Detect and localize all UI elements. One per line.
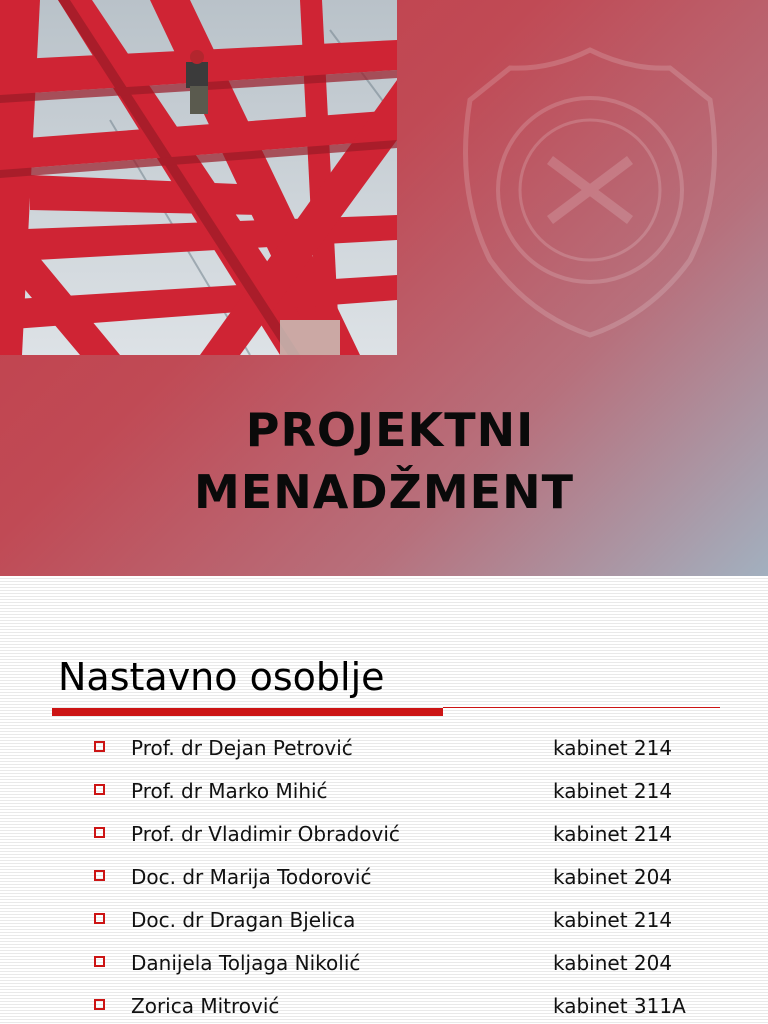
square-bullet-icon bbox=[94, 956, 105, 967]
staff-room: kabinet 204 bbox=[553, 951, 673, 975]
heading-underline-thin bbox=[443, 707, 720, 708]
staff-room: kabinet 214 bbox=[553, 908, 673, 932]
slide-heading: Nastavno osoblje bbox=[58, 655, 385, 699]
list-item bbox=[0, 949, 768, 979]
staff-name: Doc. dr Marija Todorović bbox=[131, 865, 372, 889]
square-bullet-icon bbox=[94, 784, 105, 795]
list-item bbox=[0, 734, 768, 764]
staff-name: Prof. dr Vladimir Obradović bbox=[131, 822, 400, 846]
staff-name: Prof. dr Dejan Petrović bbox=[131, 736, 353, 760]
staff-room: kabinet 204 bbox=[553, 865, 673, 889]
staff-room: kabinet 214 bbox=[553, 736, 673, 760]
staff-name: Zorica Mitrović bbox=[131, 994, 280, 1018]
list-item bbox=[0, 992, 768, 1022]
square-bullet-icon bbox=[94, 827, 105, 838]
staff-name: Prof. dr Marko Mihić bbox=[131, 779, 328, 803]
staff-name: Danijela Toljaga Nikolić bbox=[131, 951, 361, 975]
staff-room: kabinet 214 bbox=[553, 822, 673, 846]
staff-slide bbox=[0, 576, 768, 1024]
staff-name: Doc. dr Dragan Bjelica bbox=[131, 908, 356, 932]
list-item bbox=[0, 863, 768, 893]
square-bullet-icon bbox=[94, 913, 105, 924]
list-item bbox=[0, 906, 768, 936]
title-line-2: MENADŽMENT bbox=[194, 465, 574, 519]
faculty-seal-watermark bbox=[440, 40, 740, 340]
heading-underline-thick bbox=[52, 708, 443, 716]
list-item bbox=[0, 777, 768, 807]
construction-photo bbox=[0, 0, 397, 355]
square-bullet-icon bbox=[94, 870, 105, 881]
square-bullet-icon bbox=[94, 999, 105, 1010]
square-bullet-icon bbox=[94, 741, 105, 752]
list-item bbox=[0, 820, 768, 850]
staff-room: kabinet 214 bbox=[553, 779, 673, 803]
staff-room: kabinet 311A bbox=[553, 994, 686, 1018]
title-line-1: PROJEKTNI bbox=[245, 403, 535, 457]
